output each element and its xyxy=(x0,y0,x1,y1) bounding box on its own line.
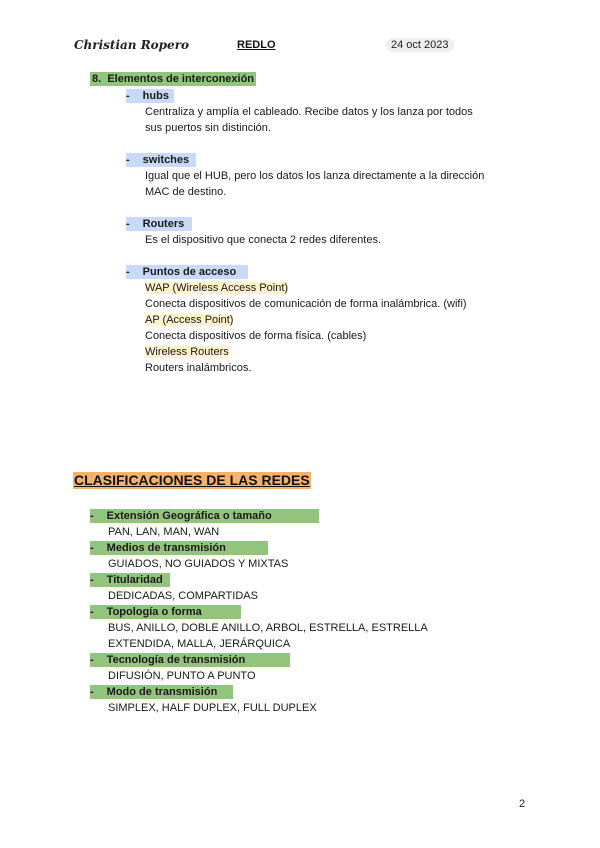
class-item-name: Topología o forma xyxy=(106,606,202,618)
item-switches xyxy=(126,153,196,167)
section-title: Elementos de interconexión xyxy=(107,73,255,85)
item-name: Puntos de acceso xyxy=(142,266,237,278)
bullet: - xyxy=(90,574,94,586)
class-item-technology xyxy=(90,653,290,667)
bullet: - xyxy=(90,654,94,666)
ap-term: AP (Access Point) xyxy=(145,314,234,326)
class-item-media xyxy=(90,541,268,555)
class-topology-values-line-2: EXTENDIDA, MALLA, JERÁRQUICA xyxy=(108,638,291,650)
class-item-name: Titularidad xyxy=(106,574,163,586)
class-extension-values: PAN, LAN, MAN, WAN xyxy=(108,526,220,538)
class-item-ownership xyxy=(90,573,170,587)
item-access-points xyxy=(126,265,248,279)
class-item-name: Modo de transmisión xyxy=(106,686,218,698)
author-name: Christian Ropero xyxy=(74,38,190,52)
class-item-topology xyxy=(90,605,241,619)
item-name: Routers xyxy=(142,218,185,230)
wap-term: WAP (Wireless Access Point) xyxy=(145,282,289,294)
wireless-routers-term: Wireless Routers xyxy=(145,346,229,358)
bullet: - xyxy=(90,686,94,698)
class-technology-values: DIFUSIÓN, PUNTO A PUNTO xyxy=(108,670,256,682)
class-topology-values-line-1: BUS, ANILLO, DOBLE ANILLO, ARBOL, ESTRELLA, ESTRELLA xyxy=(108,622,428,634)
bullet: - xyxy=(90,606,94,618)
section-8-heading xyxy=(90,72,256,86)
wireless-routers-term-line xyxy=(145,345,229,359)
class-item-name: Extensión Geográfica o tamaño xyxy=(106,510,272,522)
switches-desc-line-2: MAC de destino. xyxy=(145,186,227,198)
section-number: 8. xyxy=(92,73,102,85)
bullet: - xyxy=(90,510,94,522)
bullet: - xyxy=(126,218,130,230)
hubs-desc-line-1: Centraliza y amplía el cableado. Recibe datos y los lanza por todos xyxy=(145,106,473,118)
document-title: REDLO xyxy=(237,39,276,51)
hubs-desc-line-2: sus puertos sin distinción. xyxy=(145,122,271,134)
classification-heading: CLASIFICACIONES DE LAS REDES xyxy=(74,472,310,488)
bullet: - xyxy=(126,154,130,166)
class-mode-values: SIMPLEX, HALF DUPLEX, FULL DUPLEX xyxy=(108,702,317,714)
routers-desc-line-1: Es el dispositivo que conecta 2 redes diferentes. xyxy=(145,234,382,246)
class-item-name: Medios de transmisión xyxy=(106,542,226,554)
ap-desc: Conecta dispositivos de forma física. (cables) xyxy=(145,330,367,342)
item-name: switches xyxy=(142,154,190,166)
item-name: hubs xyxy=(142,90,169,102)
class-item-name: Tecnología de transmisión xyxy=(106,654,246,666)
wap-term-line xyxy=(145,281,288,295)
date-chip[interactable]: 24 oct 2023 xyxy=(386,38,454,52)
bullet: - xyxy=(126,266,130,278)
wap-desc: Conecta dispositivos de comunicación de forma inalámbrica. (wifi) xyxy=(145,298,467,310)
bullet: - xyxy=(90,542,94,554)
class-media-values: GUIADOS, NO GUIADOS Y MIXTAS xyxy=(108,558,289,570)
class-item-mode xyxy=(90,685,233,699)
class-item-extension xyxy=(90,509,319,523)
page-number: 2 xyxy=(519,798,526,810)
ap-term-line xyxy=(145,313,233,327)
class-ownership-values: DEDICADAS, COMPARTIDAS xyxy=(108,590,258,602)
wireless-routers-desc: Routers inalámbricos. xyxy=(145,362,252,374)
bullet: - xyxy=(126,90,130,102)
item-routers xyxy=(126,217,192,231)
item-hubs xyxy=(126,89,174,103)
switches-desc-line-1: Igual que el HUB, pero los datos los lanza directamente a la dirección xyxy=(145,170,485,182)
